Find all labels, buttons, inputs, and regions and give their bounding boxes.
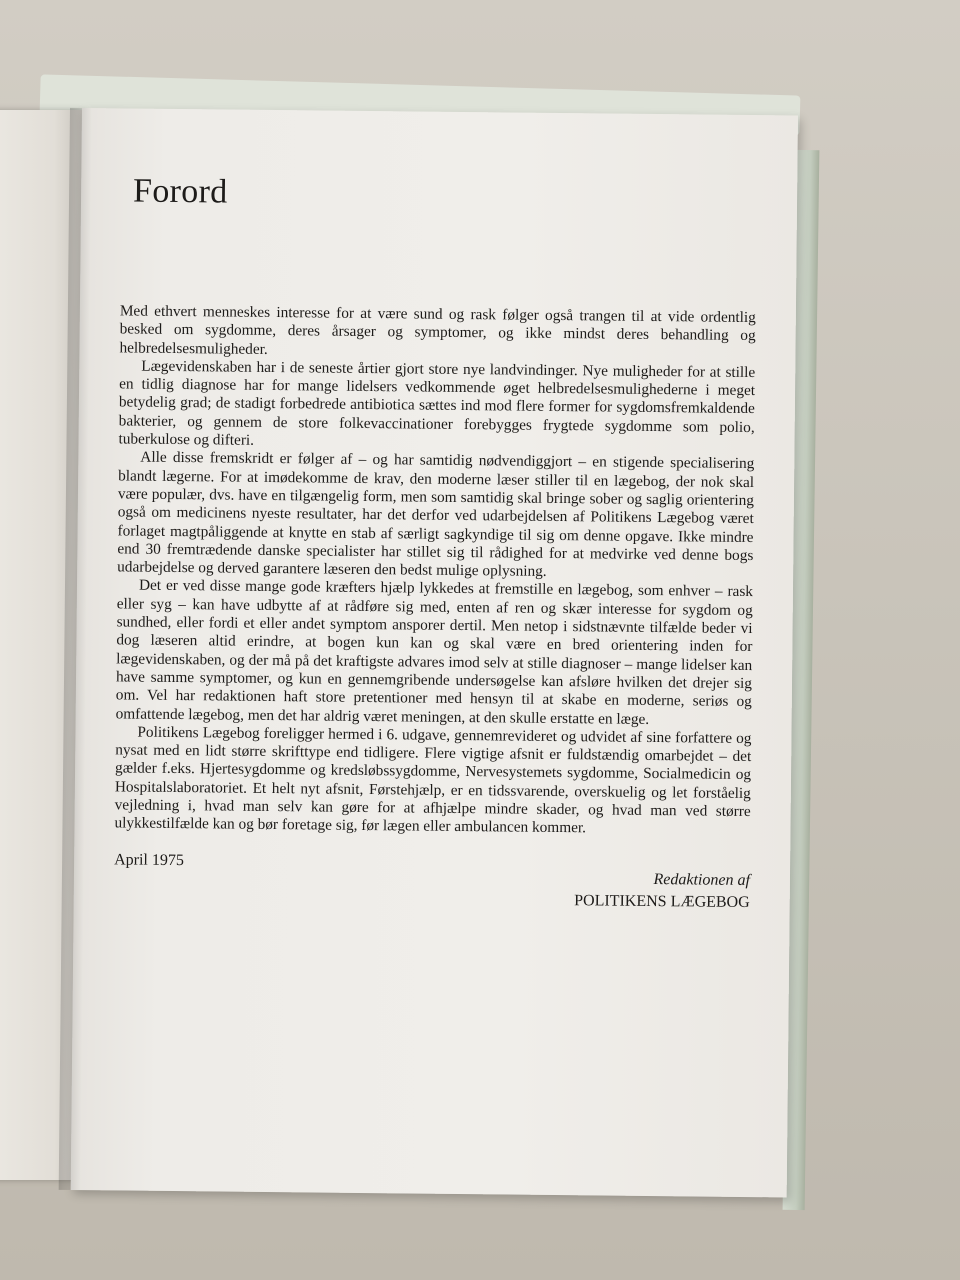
signature-block — [114, 863, 750, 914]
paragraph-4: Det er ved disse mange gode kræfters hjælp lykkedes at fremstille en lægebog, som enhver – rask eller syg – kan have udbytte af at rådføre sig med, enten af ren og skær interesse for sygdom og sundhed, eller fordi et eller andet symptom ansporer dertil. Men netop i sidstnævnte tilfælde beder vi dog læseren altid erindre, at bogen kun kan og skal være en bred orientering inden for lægevidenskaben, og der må på det kraftigste advares imod selv at stille diagnoser – mange lidelser kan have samme symptomer, og kun en gennemgribende undersøgelse kan afsløre hvilken det drejer sig om. Vel har redaktionen haft store pretentioner med hensyn til at skabe en moderne, seriøs og omfattende lægebog, men det har aldrig været meningen, at den skulle erstatte en læge. — [115, 577, 754, 728]
paragraph-2: Lægevidenskaben har i de seneste årtier gjort store nye landvindinger. Nye muligheder for at stille en tidlig diagnose har for mange lidelsers vedkommende øget helbredelsesmulighederne i meget betydelig grad; de stadigt forbedrede antibiotica sættes ind mod flere former for sygdomsfremkaldende bakterier, og gennem de store folkevaccinationer forebygges frygtede sygdomme som polio, tuberkulose og difteri. — [118, 357, 756, 449]
paragraph-3: Alle disse fremskridt er følger af – og har samtidig nødvendiggjort – en stigende specialisering blandt lægerne. For at imødekomme de krav, den moderne læser stiller til en lægebog, der nok skal være populær, dvs. have en tilgængelig form, men som samtidig skal bringe sober og saglig orientering også om medicinens nyeste resultater, har det derfor ved udarbejdelsen af Politikens Lægebog været forlaget magtpåliggende at knytte en stab af særligt sagkyndige til sig om denne opgave. Ikke mindre end 30 fremtrædende danske specialister har stillet sig til rådighed for at medvirke ved denne bogs udarbejdelse og derved garantere læseren den bedst mulige oplysning. — [117, 449, 755, 581]
signature-line-1: Redaktionen af — [653, 870, 751, 889]
preface-body — [114, 302, 756, 839]
paragraph-5: Politikens Lægebog foreligger hermed i 6. udgave, gennemrevideret og udvidet af sine forfattere og nysat med en lidt større skrifttype end tidligere. Flere vigtige afsnit er fuldstændig omarbejdet – det gælder f.eks. Hjertesygdomme og kredsløbssygdomme, Nervesystemets sygdomme, Socialmedicin og Hospitalslaboratoriet. Et helt nyt afsnit, Førstehjælp, er en tidssvarende, overskuelig og let forståelig vejledning i, hvad man selv kan gøre for at afhjælpe mindre skader, og hvad man ved større ulykkestilfælde kan og bør foretage sig, før lægen eller ambulancen kommer. — [114, 723, 752, 837]
page-title: Forord — [132, 172, 228, 211]
paragraph-1: Med ethvert menneskes interesse for at være sund og rask følger også trangen til at vide ordentlig besked om sygdomme, deres årsager og symptomer, og ikke mindst deres behandling og helbredelsesmuligheder. — [119, 302, 756, 358]
book-page — [71, 108, 798, 1197]
page-content — [114, 158, 758, 913]
date-line: April 1975 — [114, 850, 184, 869]
signature-line-2: POLITIKENS LÆGEBOG — [574, 891, 750, 911]
